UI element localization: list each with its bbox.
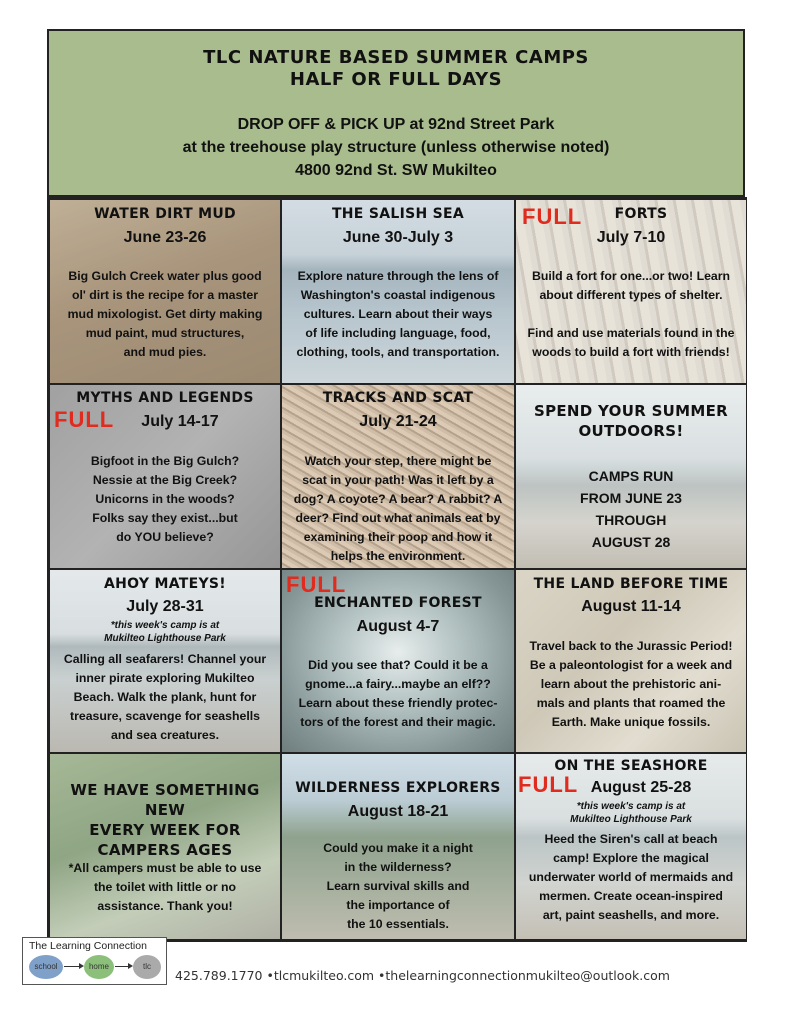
camp-grid xyxy=(47,197,747,942)
camp-myths-legends xyxy=(49,384,281,569)
camp-description-2: Find and use materials found in the woods to build a fort with friends! xyxy=(527,326,735,359)
camp-description: Heed the Siren's call at beach camp! Explore the magical underwater world of mermaids and mermen. Create ocean-inspired art, paint seashells, and more. xyxy=(528,832,734,922)
camp-date: July 28-31 xyxy=(126,598,204,615)
camp-description: Explore nature through the lens of Washington's coastal indigenous cultures. Learn about their ways of life including language, food, clothing, tools, and transportation. xyxy=(296,269,500,359)
arrow-right-icon xyxy=(115,966,131,967)
camp-land-before-time xyxy=(515,569,747,753)
every-week-notice xyxy=(49,753,281,940)
camp-description: Big Gulch Creek water plus good ol' dirt is the recipe for a master mud mixologist. Get dirty making mud paint, mud structures, and mud pies. xyxy=(67,269,263,359)
camp-enchanted-forest xyxy=(281,569,515,753)
header-dropoff: DROP OFF & PICK UP at 92nd Street Park xyxy=(237,116,555,133)
camp-description: Watch your step, there might be scat in your path! Was it left by a dog? A coyote? A bear? A rabbit? A deer? Find out what animals eat by examining their poop and how it helps the environment. xyxy=(293,454,503,563)
full-badge: FULL xyxy=(286,572,347,597)
arrow-right-icon xyxy=(64,966,82,967)
logo-school-circle: school xyxy=(29,955,63,979)
header-title-line1: TLC NATURE BASED SUMMER CAMPS xyxy=(203,47,589,68)
camp-title: WILDERNESS EXPLORERS xyxy=(295,780,501,796)
camp-title: WATER DIRT MUD xyxy=(94,206,236,222)
camp-date: August 18-21 xyxy=(347,803,449,820)
camp-ahoy-mateys xyxy=(49,569,281,753)
camp-title: THE SALISH SEA xyxy=(331,206,465,222)
camp-water-dirt-mud xyxy=(49,199,281,384)
logo-name: The Learning Connection xyxy=(29,940,147,952)
header-title xyxy=(49,47,743,91)
camp-date: June 30-July 3 xyxy=(342,229,454,246)
camp-description: Calling all seafarers! Channel your inner pirate exploring Mukilteo Beach. Walk the plank, hunt for treasure, scavenge for seashells and sea creatures. xyxy=(63,652,267,742)
promo-title: SPEND YOUR SUMMER OUTDOORS! xyxy=(533,402,729,440)
camp-date: June 23-26 xyxy=(123,229,207,246)
logo-home-circle: home xyxy=(84,955,114,979)
camp-title: MYTHS AND LEGENDS xyxy=(76,390,254,406)
logo-tlc-circle: tlc xyxy=(133,955,161,979)
camp-title: THE LAND BEFORE TIME xyxy=(533,576,729,592)
full-badge: FULL xyxy=(518,772,579,797)
camp-title: ON THE SEASHORE xyxy=(554,758,708,774)
camp-title: FORTS xyxy=(614,206,668,222)
camp-description: Build a fort for one...or two! Learn about different types of shelter. xyxy=(531,269,731,302)
camp-title: ENCHANTED FOREST xyxy=(314,595,482,611)
header-title-line2: HALF OR FULL DAYS xyxy=(289,69,503,90)
header-banner xyxy=(47,29,745,197)
camp-location-note: *this week's camp is at Mukilteo Lighthouse Park xyxy=(570,801,692,825)
notice-title: WE HAVE SOMETHING NEW EVERY WEEK FOR CAMPERS AGES xyxy=(70,781,260,859)
camp-date: July 7-10 xyxy=(596,229,666,246)
camp-salish-sea xyxy=(281,199,515,384)
camp-forts xyxy=(515,199,747,384)
camp-description: Bigfoot in the Big Gulch? Nessie at the Big Creek? Unicorns in the woods? Folks say they exist...but do YOU believe? xyxy=(90,454,240,544)
contact-info: 425.789.1770 •tlcmukilteo.com •thelearningconnectionmukilteo@outlook.com xyxy=(175,968,670,983)
camp-description: Travel back to the Jurassic Period! Be a paleontologist for a week and learn about the prehistoric ani- mals and plants that roamed the Earth. Make unique fossils. xyxy=(529,639,733,729)
promo-dates: CAMPS RUN FROM JUNE 23 THROUGH AUGUST 28 xyxy=(580,468,682,550)
header-address: 4800 92nd St. SW Mukilteo xyxy=(295,162,497,179)
header-subtitle xyxy=(49,113,743,182)
camp-title: AHOY MATEYS! xyxy=(104,576,226,592)
camp-wilderness-explorers xyxy=(281,753,515,940)
notice-description: *All campers must be able to use the toilet with little or no assistance. Thank you! xyxy=(68,861,262,913)
full-badge: FULL xyxy=(54,407,115,432)
spend-summer-outdoors xyxy=(515,384,747,569)
full-badge: FULL xyxy=(522,204,583,229)
camp-date: July 21-24 xyxy=(359,413,437,430)
camp-title: TRACKS AND SCAT xyxy=(322,390,474,406)
header-location: at the treehouse play structure (unless otherwise noted) xyxy=(182,139,610,156)
camp-tracks-scat xyxy=(281,384,515,569)
camp-on-the-seashore xyxy=(515,753,747,940)
camp-description: Did you see that? Could it be a gnome...a fairy...maybe an elf?? Learn about these friendly protec- tors of the forest and their magic. xyxy=(298,658,498,729)
camp-description: Could you make it a night in the wilderness? Learn survival skills and the importance of the 10 essentials. xyxy=(323,841,473,931)
learning-connection-logo xyxy=(22,937,167,985)
camp-date: August 11-14 xyxy=(581,598,681,615)
camp-date: July 14-17 xyxy=(141,413,219,430)
camp-date: August 25-28 xyxy=(590,779,692,796)
camp-date: August 4-7 xyxy=(356,618,440,635)
camp-location-note: *this week's camp is at Mukilteo Lighthouse Park xyxy=(104,620,226,644)
